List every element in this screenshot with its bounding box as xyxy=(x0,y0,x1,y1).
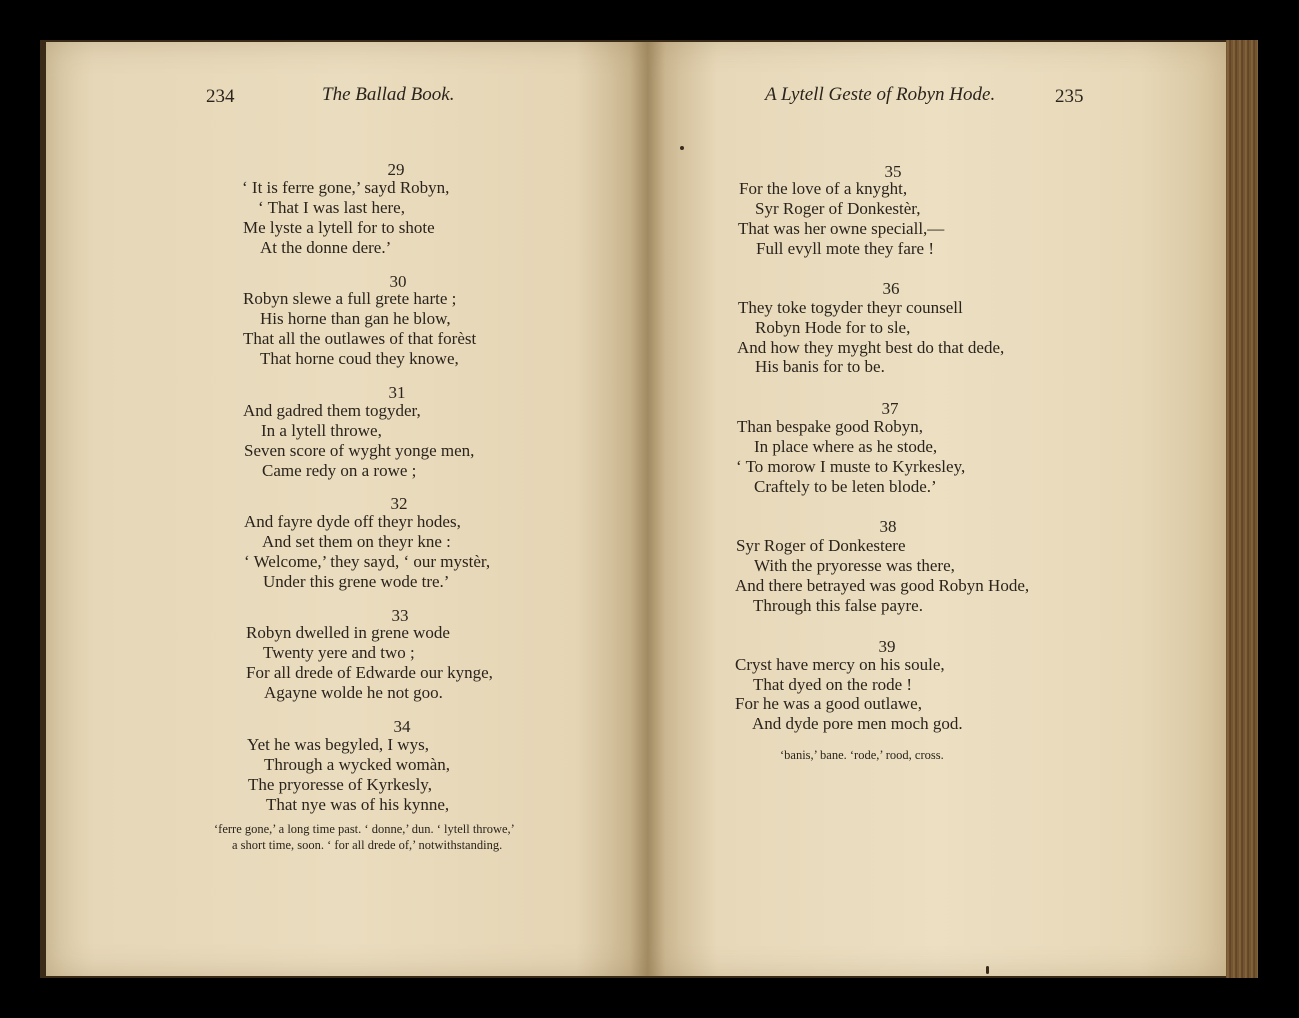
verse-line: Came redy on a rowe ; xyxy=(262,461,417,480)
verse-line: The pryoresse of Kyrkesly, xyxy=(248,775,432,794)
verse-line: They toke togyder theyr counsell xyxy=(738,298,963,317)
verse-line: In a lytell throwe, xyxy=(261,421,382,440)
verse-line: In place where as he stode, xyxy=(754,437,938,456)
stanza-number: 35 xyxy=(884,162,902,181)
stanza-number: 38 xyxy=(879,517,897,536)
verse-line: Under this grene wode tre.’ xyxy=(263,572,450,591)
stanza-number: 37 xyxy=(881,399,899,418)
left-page-number: 234 xyxy=(206,86,235,107)
verse-line: Seven score of wyght yonge men, xyxy=(244,441,475,460)
verse-line: His banis for to be. xyxy=(755,357,885,376)
verse-line: Robyn slewe a full grete harte ; xyxy=(243,289,457,308)
verse-line: And dyde pore men moch god. xyxy=(752,714,963,733)
verse-line: Craftely to be leten blode.’ xyxy=(754,477,937,496)
verse-line: ‘ Welcome,’ they sayd, ‘ our mystèr, xyxy=(244,552,491,571)
verse-line: That nye was of his kynne, xyxy=(266,795,450,814)
footnote: ‘banis,’ bane. ‘rode,’ rood, cross. xyxy=(780,748,944,762)
stanza-number: 32 xyxy=(390,494,408,513)
verse-line: Twenty yere and two ; xyxy=(263,643,415,662)
verse-line: For he was a good outlawe, xyxy=(735,694,922,713)
stanza-number: 31 xyxy=(388,383,406,402)
footnote: a short time, soon. ‘ for all drede of,’ notwithstanding. xyxy=(232,838,503,852)
stanza-number: 36 xyxy=(882,279,900,298)
ink-speck xyxy=(680,146,684,150)
verse-line: That dyed on the rode ! xyxy=(753,675,913,694)
stanza-number: 34 xyxy=(393,717,411,736)
stanza-number: 29 xyxy=(387,160,405,179)
right-running-head: A Lytell Geste of Robyn Hode. xyxy=(765,84,996,105)
verse-line: That was her owne speciall,— xyxy=(738,219,945,238)
footnote: ‘ferre gone,’ a long time past. ‘ donne,’ dun. ‘ lytell throwe,’ xyxy=(214,822,515,836)
verse-line: At the donne dere.’ xyxy=(260,238,392,257)
verse-line: And gadred them togyder, xyxy=(243,401,421,420)
verse-line: For all drede of Edwarde our kynge, xyxy=(246,663,493,682)
verse-line: Yet he was begyled, I wys, xyxy=(247,735,429,754)
verse-line: Full evyll mote they fare ! xyxy=(756,239,934,258)
verse-line: ‘ That I was last here, xyxy=(258,198,405,217)
verse-line: Robyn dwelled in grene wode xyxy=(246,623,450,642)
verse-line: His horne than gan he blow, xyxy=(260,309,451,328)
verse-line: For the love of a knyght, xyxy=(739,179,908,198)
verse-line: Agayne wolde he not goo. xyxy=(264,683,443,702)
verse-line: That horne coud they knowe, xyxy=(260,349,459,368)
verse-line: Syr Roger of Donkestèr, xyxy=(755,199,921,218)
verse-line: Through this false payre. xyxy=(753,596,923,615)
verse-line: ‘ To morow I muste to Kyrkesley, xyxy=(736,457,966,476)
stanza-number: 39 xyxy=(878,637,896,656)
ink-speck xyxy=(986,966,989,974)
verse-line: And set them on theyr kne : xyxy=(262,532,451,551)
verse-line: Robyn Hode for to sle, xyxy=(755,318,911,337)
verse-line: And there betrayed was good Robyn Hode, xyxy=(735,576,1030,595)
verse-line: And how they myght best do that dede, xyxy=(737,338,1005,357)
open-book xyxy=(40,40,1258,978)
verse-line: That all the outlawes of that forèst xyxy=(243,329,477,348)
stanza-number: 33 xyxy=(391,606,409,625)
verse-line: With the pryoresse was there, xyxy=(754,556,955,575)
verse-line: Through a wycked womàn, xyxy=(264,755,451,774)
page-edges xyxy=(1226,40,1258,978)
left-running-head: The Ballad Book. xyxy=(322,84,455,105)
verse-line: Me lyste a lytell for to shote xyxy=(243,218,435,237)
verse-line: Cryst have mercy on his soule, xyxy=(735,655,945,674)
verse-line: Syr Roger of Donkestere xyxy=(736,536,906,555)
verse-line: ‘ It is ferre gone,’ sayd Robyn, xyxy=(242,178,450,197)
stanza-number: 30 xyxy=(389,272,407,291)
verse-line: Than bespake good Robyn, xyxy=(737,417,924,436)
right-page-number: 235 xyxy=(1055,86,1084,107)
right-page xyxy=(648,42,1226,976)
verse-line: And fayre dyde off theyr hodes, xyxy=(244,512,461,531)
